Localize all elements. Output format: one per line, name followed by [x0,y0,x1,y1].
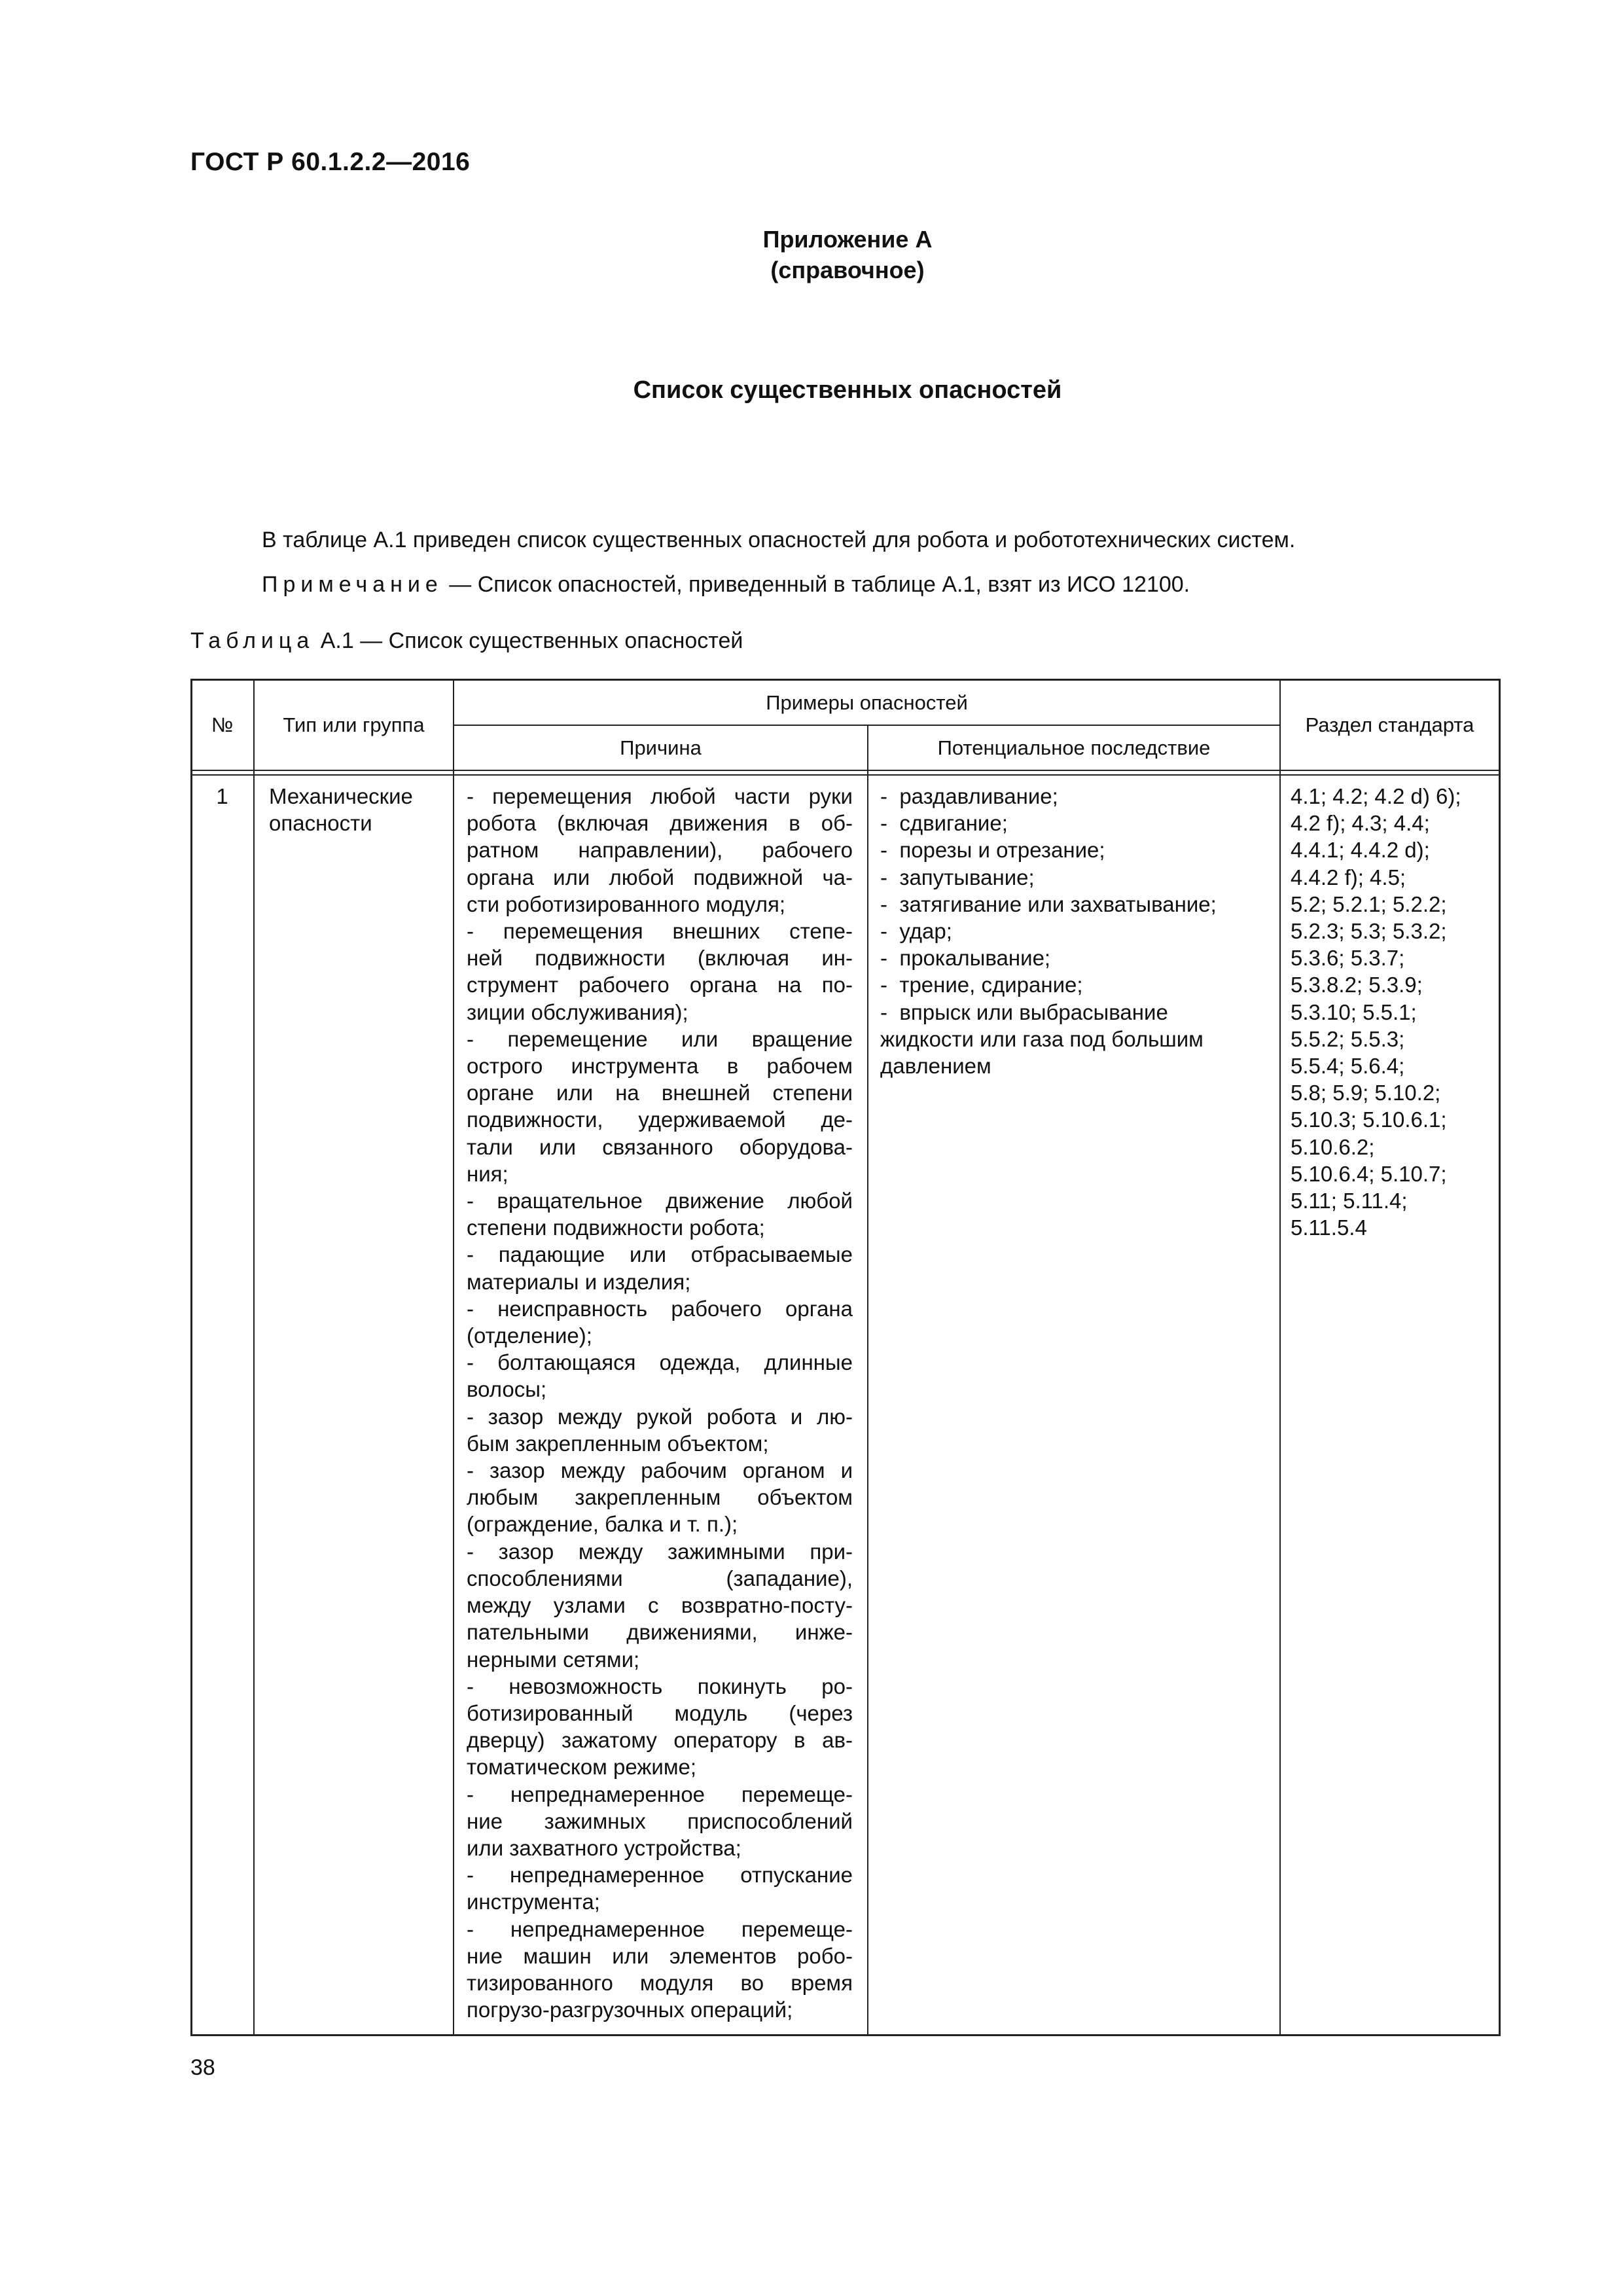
cell-line: 4.1; 4.2; 4.2 d) 6); [1291,784,1461,808]
cell-line: робота (включая движения в об- [467,811,853,836]
cell-line: - сдвигание; [880,811,1008,836]
cell-line: ботизированный модуль (через [467,1700,853,1725]
cell-line: 5.2.3; 5.3; 5.3.2; [1291,919,1447,944]
cell-line: 5.10.6.2; [1291,1134,1375,1159]
column-divider [867,725,868,2036]
cell-line: любым закрепленным объектом [467,1485,853,1510]
cell-line: 5.2; 5.2.1; 5.2.2; [1291,891,1447,916]
cell-line: ней подвижности (включая ин- [467,946,853,971]
table-border-right [1499,679,1501,2036]
cell-line: - непреднамеренное перемеще- [467,1782,853,1806]
note-paragraph [262,572,1190,598]
cell-line: - падающие или отбрасываемые [467,1242,853,1267]
cell-line: бым закрепленным объектом; [467,1431,769,1456]
header-consequence: Потенциальное последствие [937,736,1211,759]
cell-line: 5.8; 5.9; 5.10.2; [1291,1081,1441,1105]
cell-line: дверцу) зажатому оператору в ав- [467,1728,853,1753]
header-section: Раздел стандарта [1305,713,1474,737]
cell-line: 5.3.8.2; 5.3.9; [1291,973,1423,997]
table-border-left [190,679,192,2036]
cell-line: острого инструмента в рабочем [467,1054,853,1079]
cell-line: (ограждение, балка и т. п.); [467,1512,738,1537]
header-cause: Причина [620,736,702,759]
cell-line: - невозможность покинуть ро- [467,1674,853,1698]
cell-line: струмент рабочего органа на по- [467,973,853,997]
table-caption [190,628,743,654]
cell-line: погрузо-разгрузочных операций; [467,1998,793,2022]
cell-line: - зазор между рукой робота и лю- [467,1404,853,1429]
row-cause [467,783,853,2023]
page-number: 38 [190,2055,215,2080]
cell-line: материалы и изделия; [467,1269,691,1294]
cell-line: - порезы и отрезание; [880,838,1105,863]
note-text: Список опасностей, приведенный в таблице А.1, взят из ИСО 12100. [477,572,1190,597]
cell-line: ния; [467,1161,508,1186]
cell-line: - трение, сдирание; [880,973,1083,997]
cell-line: - раздавливание; [880,784,1058,808]
cell-line: тизированного модуля во время [467,1970,853,1995]
cell-line: инструмента; [467,1890,600,1914]
cell-line: 5.11; 5.11.4; [1291,1189,1408,1213]
cell-line: 5.10.6.4; 5.10.7; [1291,1161,1447,1186]
cell-line: жидкости или газа под большим [880,1026,1204,1051]
cell-line: органа или любой подвижной ча- [467,865,853,889]
cell-line: - впрыск или выбрасывание [880,999,1168,1024]
cell-line: - затягивание или захватывание; [880,891,1217,916]
cell-line: - неисправность рабочего органа [467,1296,853,1321]
section-title: Список существенных опасностей [633,376,1062,404]
cell-line: ние машин или элементов робо- [467,1943,853,1968]
cell-line: органе или на внешней степени [467,1081,853,1105]
cell-line: - перемещения внешних степе- [467,919,853,944]
cell-line: зиции обслуживания); [467,999,688,1024]
cell-line: (отделение); [467,1323,592,1348]
cell-line: 5.11.5.4 [1291,1215,1367,1240]
cell-line: томатическом режиме; [467,1755,697,1780]
table-border-bottom [190,2034,1501,2036]
document-code: ГОСТ Р 60.1.2.2—2016 [190,148,471,176]
row-section [1291,783,1493,1241]
cell-line: или захватного устройства; [467,1835,741,1860]
column-divider [1279,679,1281,2036]
cell-line: - прокалывание; [880,946,1051,971]
cell-line: пательными движениями, инже- [467,1620,853,1645]
cell-line: 5.5.4; 5.6.4; [1291,1054,1405,1079]
intro-paragraph: В таблице А.1 приведен список существенных опасностей для робота и робототехнических систем. [262,528,1296,552]
cell-line: давлением [880,1054,991,1079]
appendix-title: Приложение А [762,226,933,253]
header-type: Тип или группа [283,713,425,737]
cell-line: 4.4.2 f); 4.5; [1291,865,1406,889]
cell-line: - зазор между рабочим органом и [467,1458,853,1483]
cell-line: тали или связанного оборудова- [467,1134,853,1159]
appendix-subtitle: (справочное) [770,257,925,283]
row-divider [190,770,1501,771]
cell-line: 5.5.2; 5.5.3; [1291,1026,1405,1051]
cell-line: сти роботизированного модуля; [467,891,786,916]
column-divider [453,679,454,2036]
header-examples: Примеры опасностей [766,691,968,714]
cell-line: ние зажимных приспособлений [467,1808,853,1833]
cell-line: - удар; [880,919,952,944]
cell-line: между узлами с возвратно-посту- [467,1593,853,1618]
row-number: 1 [216,784,228,808]
cell-line: способлениями (западание), [467,1566,853,1590]
row-divider [190,774,1501,776]
cell-line: степени подвижности робота; [467,1215,765,1240]
header-number: № [211,713,234,737]
cell-line: - непреднамеренное отпускание [467,1863,853,1888]
table-caption-label: Таблица [190,628,315,653]
note-label: Примечание [262,572,443,597]
cell-line: 4.4.1; 4.4.2 d); [1291,838,1430,863]
column-divider [253,679,255,2036]
cell-line: 4.2 f); 4.3; 4.4; [1291,811,1430,836]
cell-line: Механические [269,784,413,808]
cell-line: волосы; [467,1377,547,1402]
row-consequence [880,783,1273,1079]
cell-line: опасности [269,811,372,836]
cell-line: - вращательное движение любой [467,1189,853,1213]
cell-line: нерными сетями; [467,1647,640,1672]
cell-line: - перемещение или вращение [467,1026,853,1051]
cell-line: - непреднамеренное перемеще- [467,1916,853,1941]
cell-line: - перемещения любой части руки [467,784,853,808]
cell-line: - болтающаяся одежда, длинные [467,1350,853,1375]
cell-line: - запутывание; [880,865,1035,889]
note-dash: — [442,572,478,597]
cell-line: 5.10.3; 5.10.6.1; [1291,1107,1447,1132]
cell-line: подвижности, удерживаемой де- [467,1107,853,1132]
cell-line: 5.3.6; 5.3.7; [1291,946,1405,971]
cell-line: 5.3.10; 5.5.1; [1291,999,1417,1024]
cell-line: ратном направлении), рабочего [467,838,853,863]
table-caption-text: А.1 — Список существенных опасностей [314,628,743,653]
cell-line: - зазор между зажимными при- [467,1539,853,1564]
row-type [269,783,446,836]
